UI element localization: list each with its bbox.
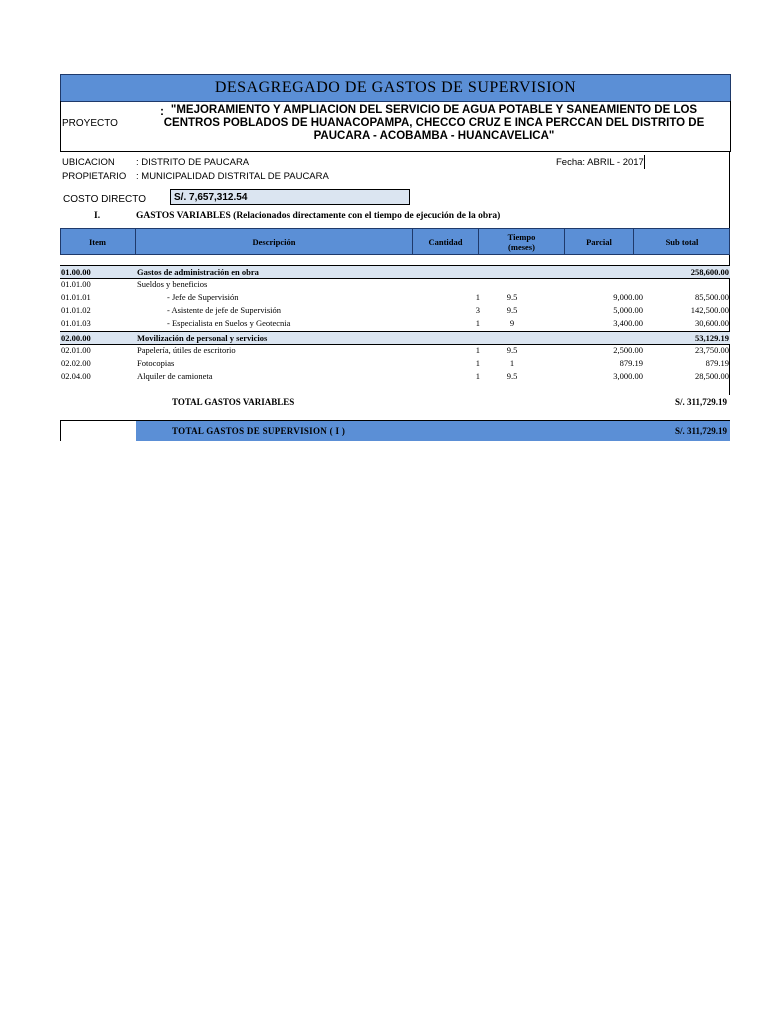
row-subtotal: 879.19 [705,358,729,368]
total-supervision-value: S/. 311,729.19 [674,426,727,436]
row-cantidad: 1 [475,345,480,355]
row-parcial: 879.19 [619,358,643,368]
row-subtotal: 85,500.00 [695,292,729,302]
table-row [60,304,730,317]
row-cantidad: 1 [475,292,480,302]
row-item: 02.02.00 [61,358,91,368]
row-cantidad: 3 [475,305,480,315]
row-item: 01.00.00 [61,267,91,277]
table-row [60,370,730,383]
row-item: 02.00.00 [61,333,91,343]
costo-directo-value[interactable]: S/. 7,657,312.54 [170,189,410,205]
cell-cursor [644,155,645,169]
row-subtotal: 53,129.19 [695,333,729,343]
row-subtotal: 30,600.00 [695,318,729,328]
row-item: 01.01.00 [61,279,91,289]
row-subtotal: 23,750.00 [695,345,729,355]
table-row [60,317,730,330]
row-item: 01.01.01 [61,292,91,302]
project-label: PROYECTO [62,118,118,129]
row-tiempo: 9.5 [506,371,518,381]
row-descripcion: Gastos de administración en obra [137,267,259,277]
propietario-label: PROPIETARIO [62,171,127,182]
row-item: 01.01.02 [61,305,91,315]
table-row [60,331,730,345]
row-cantidad: 1 [475,318,480,328]
costo-directo-label: COSTO DIRECTO [63,194,146,205]
project-colon: : [160,104,164,118]
table-row [60,265,730,279]
row-parcial: 9,000.00 [613,292,643,302]
row-cantidad: 1 [475,371,480,381]
row-item: 02.04.00 [61,371,91,381]
header-item: Item [60,228,136,255]
row-descripcion: Fotocopias [137,358,175,368]
row-parcial: 2,500.00 [613,345,643,355]
header-parcial: Parcial [565,228,634,255]
row-descripcion: - Jefe de Supervisión [167,292,239,302]
row-descripcion: - Asistente de jefe de Supervisión [167,305,282,315]
page-title: DESAGREGADO DE GASTOS DE SUPERVISION [60,74,731,102]
header-subtotal: Sub total [665,236,699,247]
section-title: GASTOS VARIABLES (Relacionados directamente con el tiempo de ejecución de la obra) [136,211,501,221]
row-cantidad: 1 [475,358,480,368]
fecha: Fecha: ABRIL - 2017 [556,157,644,168]
propietario-value: : MUNICIPALIDAD DISTRITAL DE PAUCARA [136,171,329,182]
total-variables-value: S/. 311,729.19 [674,397,727,407]
row-parcial: 3,400.00 [613,318,643,328]
header-tiempo: Tiempo (meses) [479,228,565,255]
left-border [60,421,61,441]
ubicacion-value: : DISTRITO DE PAUCARA [136,157,250,168]
table-row [60,278,730,291]
section-number: I. [94,211,101,221]
total-supervision-label: TOTAL GASTOS DE SUPERVISION ( I ) [172,426,346,436]
table-row [60,344,730,357]
project-name: "MEJORAMIENTO Y AMPLIACION DEL SERVICIO DE AGUA POTABLE Y SANEAMIENTO DE LOS CENTROS POBLADOS DE HUANACOPAMPA, CHECCO CRUZ E INCA PERCCAN DEL DISTRITO DE PAUCARA - ACOBAMBA - HUANCAVELICA" [163,104,705,142]
row-subtotal: 258,600.00 [690,267,729,277]
row-tiempo: 9.5 [506,305,518,315]
row-descripcion: Papelería, útiles de escritorio [137,345,236,355]
row-tiempo: 9.5 [506,345,518,355]
row-descripcion: Movilización de personal y servicios [137,333,268,343]
row-tiempo: 9.5 [506,292,518,302]
row-item: 01.01.03 [61,318,91,328]
row-tiempo: 1 [509,358,515,368]
row-subtotal: 28,500.00 [695,371,729,381]
row-item: 02.01.00 [61,345,91,355]
row-subtotal: 142,500.00 [690,305,729,315]
row-descripcion: Alquiler de camioneta [137,371,213,381]
row-parcial: 5,000.00 [613,305,643,315]
header-descripcion: Descripción [136,228,413,255]
header-cantidad: Cantidad [413,228,479,255]
table-row [60,291,730,304]
total-variables-label: TOTAL GASTOS VARIABLES [172,397,295,407]
table-row [60,357,730,370]
row-descripcion: Sueldos y beneficios [137,279,208,289]
row-tiempo: 9 [509,318,515,328]
row-descripcion: - Especialista en Suelos y Geotecnia [167,318,291,328]
ubicacion-label: UBICACION [62,157,115,168]
row-parcial: 3,000.00 [613,371,643,381]
